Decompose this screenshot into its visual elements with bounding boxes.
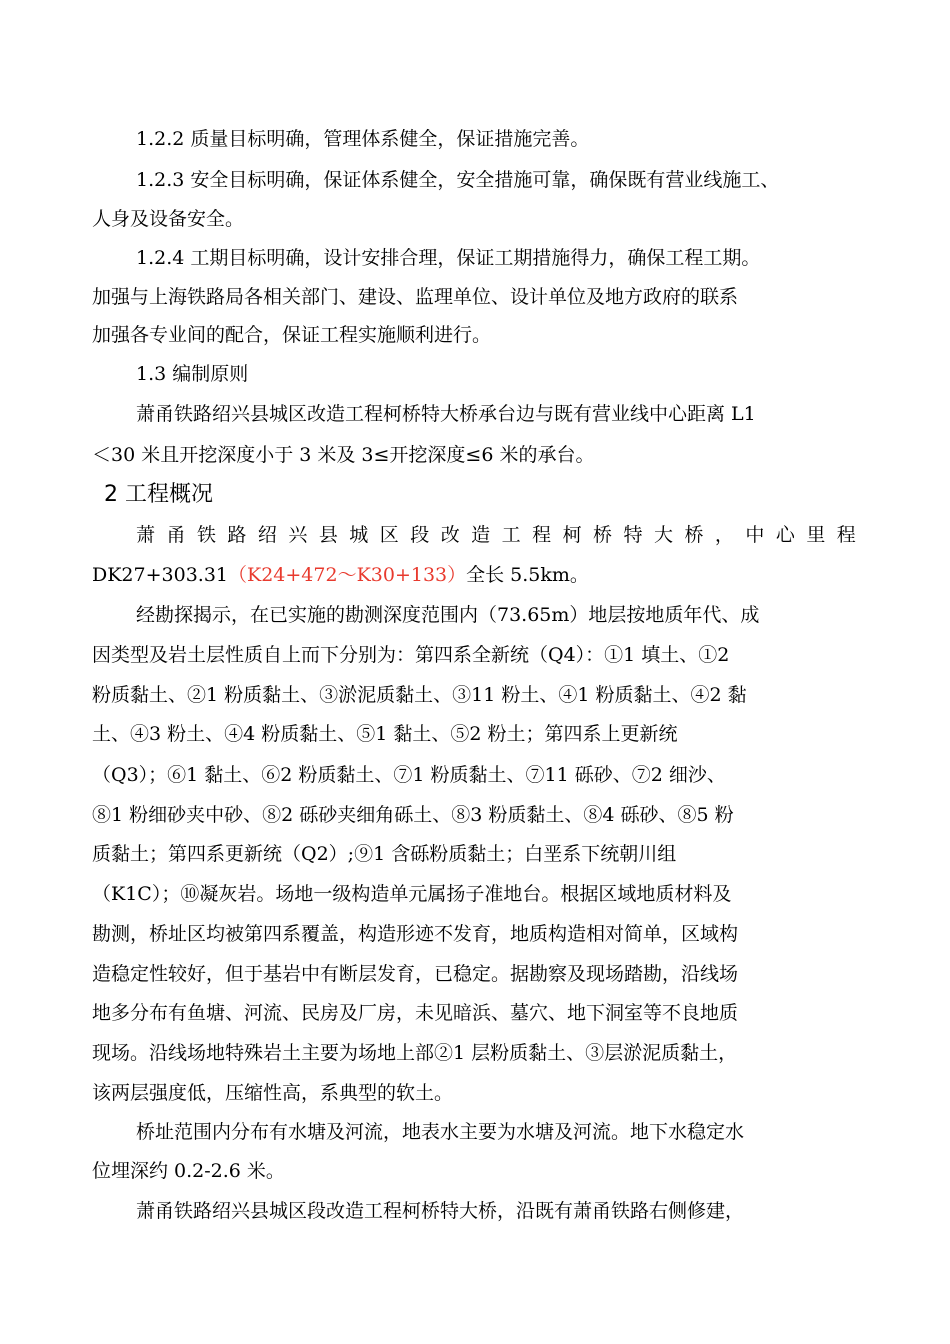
geology-line: 质黏土；第四系更新统（Q2）;⑨1 含砾粉质黏土；白垩系下统朝川组 bbox=[92, 843, 677, 865]
overview-char: 区 bbox=[379, 524, 399, 546]
overview-char: 心 bbox=[775, 524, 795, 546]
bridge-route-line: 萧甬铁路绍兴县城区段改造工程柯桥特大桥，沿既有萧甬铁路右侧修建， bbox=[136, 1200, 745, 1222]
overview-char: 兴 bbox=[288, 524, 308, 546]
overview-line2 bbox=[92, 566, 589, 585]
overview-char: 萧 bbox=[136, 524, 156, 546]
overview-char: 造 bbox=[471, 524, 491, 546]
para-coordination-line2: 加强各专业间的配合，保证工程实施顺利进行。 bbox=[92, 324, 492, 346]
geology-line: 现场。沿线场地特殊岩土主要为场地上部②1 层粉质黏土、③层淤泥质黏土， bbox=[92, 1042, 738, 1064]
para-coordination-line1: 加强与上海铁路局各相关部门、建设、监理单位、设计单位及地方政府的联系 bbox=[92, 286, 739, 308]
section-heading-2: 2 工程概况 bbox=[104, 482, 213, 507]
geology-line: 土、④3 粉土、④4 粉质黏土、⑤1 黏土、⑤2 粉土；第四系上更新统 bbox=[92, 723, 678, 745]
overview-char: 桥 bbox=[684, 524, 704, 546]
center-mileage: DK27+303.31 bbox=[92, 564, 229, 586]
geology-line: 该两层强度低，压缩性高，系典型的软土。 bbox=[92, 1082, 454, 1104]
para-1-2-2: 1.2.2 质量目标明确，管理体系健全，保证措施完善。 bbox=[136, 128, 590, 150]
overview-char: 段 bbox=[410, 524, 430, 546]
overview-char: 桥 bbox=[593, 524, 613, 546]
geology-line: 因类型及岩土层性质自上而下分别为：第四系全新统（Q4）：①1 填土、①2 bbox=[92, 644, 730, 666]
para-principle-line2: ＜30 米且开挖深度小于 3 米及 3≤开挖深度≤6 米的承台。 bbox=[92, 444, 595, 466]
geology-line: ⑧1 粉细砂夹中砂、⑧2 砾砂夹细角砾土、⑧3 粉质黏土、⑧4 砾砂、⑧5 粉 bbox=[92, 804, 734, 826]
overview-char: 里 bbox=[806, 524, 826, 546]
overview-char: 铁 bbox=[196, 524, 216, 546]
para-1-2-3-line2: 人身及设备安全。 bbox=[92, 208, 245, 230]
overview-char: 县 bbox=[318, 524, 338, 546]
geology-line: （K1C）；⑩凝灰岩。场地一级构造单元属扬子准地台。根据区域地质材料及 bbox=[92, 883, 732, 905]
geology-line: 粉质黏土、②1 粉质黏土、③淤泥质黏土、③11 粉土、④1 粉质黏土、④2 黏 bbox=[92, 684, 747, 706]
water-line2: 位埋深约 0.2-2.6 米。 bbox=[92, 1160, 285, 1182]
heading-1-3: 1.3 编制原则 bbox=[136, 363, 249, 385]
overview-char: 大 bbox=[653, 524, 673, 546]
overview-char: 城 bbox=[349, 524, 369, 546]
geology-line: 经勘探揭示，在已实施的勘测深度范围内（73.65m）地层按地质年代、成 bbox=[136, 604, 760, 626]
overview-char: 改 bbox=[440, 524, 460, 546]
geology-line: 勘测，桥址区均被第四系覆盖，构造形迹不发育，地质构造相对简单，区域构 bbox=[92, 923, 739, 945]
overview-char: 中 bbox=[745, 524, 765, 546]
mileage-range: （K24+472～K30+133） bbox=[228, 564, 467, 586]
para-1-2-3-line1: 1.2.3 安全目标明确，保证体系健全，安全措施可靠，确保既有营业线施工、 bbox=[136, 169, 780, 191]
overview-char: 程 bbox=[836, 524, 856, 546]
geology-line: 造稳定性较好，但于基岩中有断层发育，已稳定。据勘察及现场踏勘，沿线场 bbox=[92, 963, 739, 985]
geology-line: （Q3）；⑥1 黏土、⑥2 粉质黏土、⑦1 粉质黏土、⑦11 砾砂、⑦2 细沙、 bbox=[92, 764, 726, 786]
overview-char: 柯 bbox=[562, 524, 582, 546]
overview-char: 绍 bbox=[257, 524, 277, 546]
para-principle-line1: 萧甬铁路绍兴县城区改造工程柯桥特大桥承台边与既有营业线中心距离 L1 bbox=[136, 403, 756, 425]
water-line1: 桥址范围内分布有水塘及河流，地表水主要为水塘及河流。地下水稳定水 bbox=[136, 1121, 745, 1143]
overview-char: 特 bbox=[623, 524, 643, 546]
overview-line1 bbox=[136, 526, 856, 545]
overview-char: 路 bbox=[227, 524, 247, 546]
para-1-2-4: 1.2.4 工期目标明确，设计安排合理，保证工期措施得力，确保工程工期。 bbox=[136, 247, 761, 269]
total-length: 全长 5.5km。 bbox=[466, 564, 589, 586]
geology-line: 地多分布有鱼塘、河流、民房及厂房，未见暗浜、墓穴、地下洞室等不良地质 bbox=[92, 1002, 739, 1024]
overview-char: 工 bbox=[501, 524, 521, 546]
overview-char: ， bbox=[714, 524, 734, 546]
overview-char: 甬 bbox=[166, 524, 186, 546]
overview-char: 程 bbox=[532, 524, 552, 546]
